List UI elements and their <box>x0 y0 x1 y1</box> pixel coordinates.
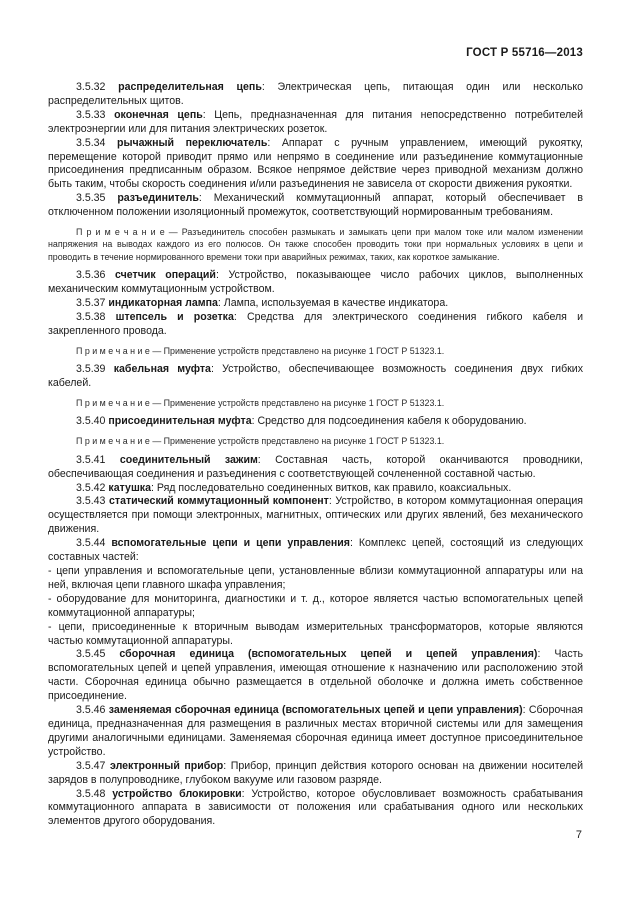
clause-number: 3.5.37 <box>76 297 109 310</box>
definition-paragraph <box>48 760 583 788</box>
definition-text: : Аппарат с ручным управлением, имеющий рукоятку, перемещение которой приводит прямо или непрямо в соединение или разъединение коммутационные присоединения предписанным образом. Всякое непрямое действие через приводной механизм должно быть таким, чтобы скорость соединения и/или разъединения не зависела от скорости движения рукоятки. <box>48 136 583 191</box>
note-text: — Применение устройств представлено на рисунке 1 ГОСТ Р 51323.1. <box>152 398 445 409</box>
note-text: — Применение устройств представлено на рисунке 1 ГОСТ Р 51323.1. <box>152 436 445 447</box>
clause-number: 3.5.43 <box>76 495 109 508</box>
definition-text: : Часть вспомогательных цепей и цепей управления, имеющая отношение к назначению или расположению этой части. Сборочная единица обычно размещается в отдельной оболочке и должна иметь собственное присоединение. <box>48 648 583 703</box>
definition-paragraph <box>48 788 583 830</box>
definition-paragraph <box>48 269 583 297</box>
definition-text: : Цепь, предназначенная для питания непосредственно потребителей электроэнергии или для питания электрических розеток. <box>48 108 583 135</box>
clause-number: 3.5.35 <box>76 192 118 205</box>
clause-number: 3.5.48 <box>76 787 113 800</box>
clause-number: 3.5.45 <box>76 648 120 661</box>
definition-text: : Устройство, которое обусловливает возможность срабатывания коммутационного аппарата в зависимости от положения или срабатывания одного или нескольких элементов другого оборудования. <box>48 787 583 828</box>
term: оконечная цепь <box>114 108 203 121</box>
note <box>48 226 583 263</box>
clause-number: 3.5.33 <box>76 108 115 121</box>
term: вспомогательные цепи и цепи управления <box>111 537 350 550</box>
clause-number: 3.5.41 <box>76 453 120 466</box>
term: статический коммутационный компонент <box>108 495 329 508</box>
term: счетчик операций <box>115 269 216 282</box>
clause-number: 3.5.38 <box>76 311 116 323</box>
clause-number: 3.5.46 <box>76 704 109 717</box>
clause-number: 3.5.42 <box>76 481 109 494</box>
definition-text: : Лампа, используемая в качестве индикатора. <box>217 297 449 310</box>
term: электронный прибор <box>109 759 224 772</box>
definition-text: : Средство для подсоединения кабеля к оборудованию. <box>251 415 527 428</box>
definition-paragraph <box>48 704 583 760</box>
term: кабельная муфта <box>113 363 211 376</box>
definition-paragraph <box>48 137 583 193</box>
definition-text: : Комплекс цепей, состоящий из следующих составных частей: <box>48 537 583 564</box>
clause-number: 3.5.47 <box>76 759 110 772</box>
list-item: - оборудование для мониторинга, диагностики и т. д., которое является частью вспомогательных цепей коммутационной аппаратуры; <box>48 592 583 619</box>
term: катушка <box>108 481 151 494</box>
definition-text: : Сборочная единица, предназначенная для размещения в различных местах вторичной системы или для замещения другими аналогичными единицами. Заменяемая сборочная единица имеет доступное присоединительное устройство. <box>48 704 583 758</box>
clause-number: 3.5.34 <box>76 136 117 149</box>
clause-number: 3.5.40 <box>76 415 109 428</box>
list-item: - цепи, присоединенные к вторичным выводам измерительных трансформаторов, которые являются частью коммутационной аппаратуры. <box>48 620 583 647</box>
definition-paragraph <box>48 648 583 704</box>
definition-text: : Устройство, показывающее число рабочих циклов, выполненных механическим коммутационным устройством. <box>48 269 584 296</box>
definition-text: : Устройство, обеспечивающее возможность соединения двух гибких кабелей. <box>48 363 584 390</box>
definition-paragraph <box>48 363 583 391</box>
definition-text: : Электрическая цепь, питающая один или несколько распределительных щитов. <box>48 81 583 107</box>
page-header: ГОСТ Р 55716—2013 <box>466 47 583 59</box>
definition-paragraph <box>48 297 583 311</box>
definition-paragraph <box>48 482 583 496</box>
term: штепсель и розетка <box>115 311 234 323</box>
definition-text: : Прибор, принцип действия которого основан на движении носителей зарядов в полупроводнике, глубоком вакууме или газовом разряде. <box>48 759 583 786</box>
clause-number: 3.5.36 <box>76 269 116 282</box>
document-body <box>48 81 583 829</box>
list-item: - цепи управления и вспомогательные цепи, установленные вблизи коммутационной аппаратуры или на ней, включая цепи главного шкафа управления; <box>48 565 583 591</box>
definition-text: : Устройство, в котором коммутационная операция осуществляется при помощи электронных, магнитных, оптических или других явлений, без механического движения. <box>48 495 583 536</box>
note <box>48 435 583 447</box>
definition-paragraph <box>48 81 583 109</box>
definition-paragraph <box>48 537 583 565</box>
definition-text: : Составная часть, которой оканчиваются проводники, обеспечивающая соединения и разъединения с соответствующей сочлененной составной частью. <box>48 453 583 480</box>
term: сборочная единица (вспомогательных цепей и цепей управления) <box>119 648 538 661</box>
note <box>48 397 583 409</box>
definition-text: : Механический коммутационный аппарат, который обеспечивает в отключенном положении изоляционный промежуток, соответствующий нормированным требованиям. <box>48 192 583 219</box>
note-label: П р и м е ч а н и е <box>76 398 153 409</box>
definition-paragraph <box>48 109 583 137</box>
note-text: — Применение устройств представлено на рисунке 1 ГОСТ Р 51323.1. <box>152 345 445 356</box>
note-label: П р и м е ч а н и е <box>76 227 169 238</box>
term: устройство блокировки <box>112 787 242 800</box>
definition-paragraph <box>48 454 583 482</box>
term: соединительный зажим <box>119 453 258 466</box>
term: рычажный переключатель <box>117 136 268 149</box>
term: присоединительная муфта <box>108 415 252 428</box>
term: разъединитель <box>117 192 199 205</box>
clause-number: 3.5.44 <box>76 537 112 550</box>
definition-text: : Средства для электрического соединения гибкого кабеля и закрепленного провода. <box>48 311 583 337</box>
term: индикаторная лампа <box>108 297 218 310</box>
definition-paragraph <box>48 495 583 537</box>
clause-number: 3.5.32 <box>76 81 119 93</box>
definition-paragraph <box>48 311 583 339</box>
note-label: П р и м е ч а н и е <box>76 436 153 447</box>
term: распределительная цепь <box>118 81 262 93</box>
note-text: — Разъединитель способен размыкать и замыкать цепи при малом токе или малом изменении напряжения на выводах каждого из его полюсов. Он также способен проводить токи при нормальных условиях в цепи и проводить в течение нормированного времени токи при аварийных режимах, таких, как короткое замыкание. <box>48 227 583 262</box>
note-label: П р и м е ч а н и е <box>76 345 153 356</box>
note <box>48 345 583 357</box>
clause-number: 3.5.39 <box>76 363 114 376</box>
term: заменяемая сборочная единица (вспомогательных цепей и цепи управления) <box>108 704 523 717</box>
definition-text: : Ряд последовательно соединенных витков, как правило, коаксиальных. <box>150 481 512 494</box>
page-number: 7 <box>575 829 582 841</box>
definition-paragraph <box>48 415 583 429</box>
definition-paragraph <box>48 192 583 220</box>
